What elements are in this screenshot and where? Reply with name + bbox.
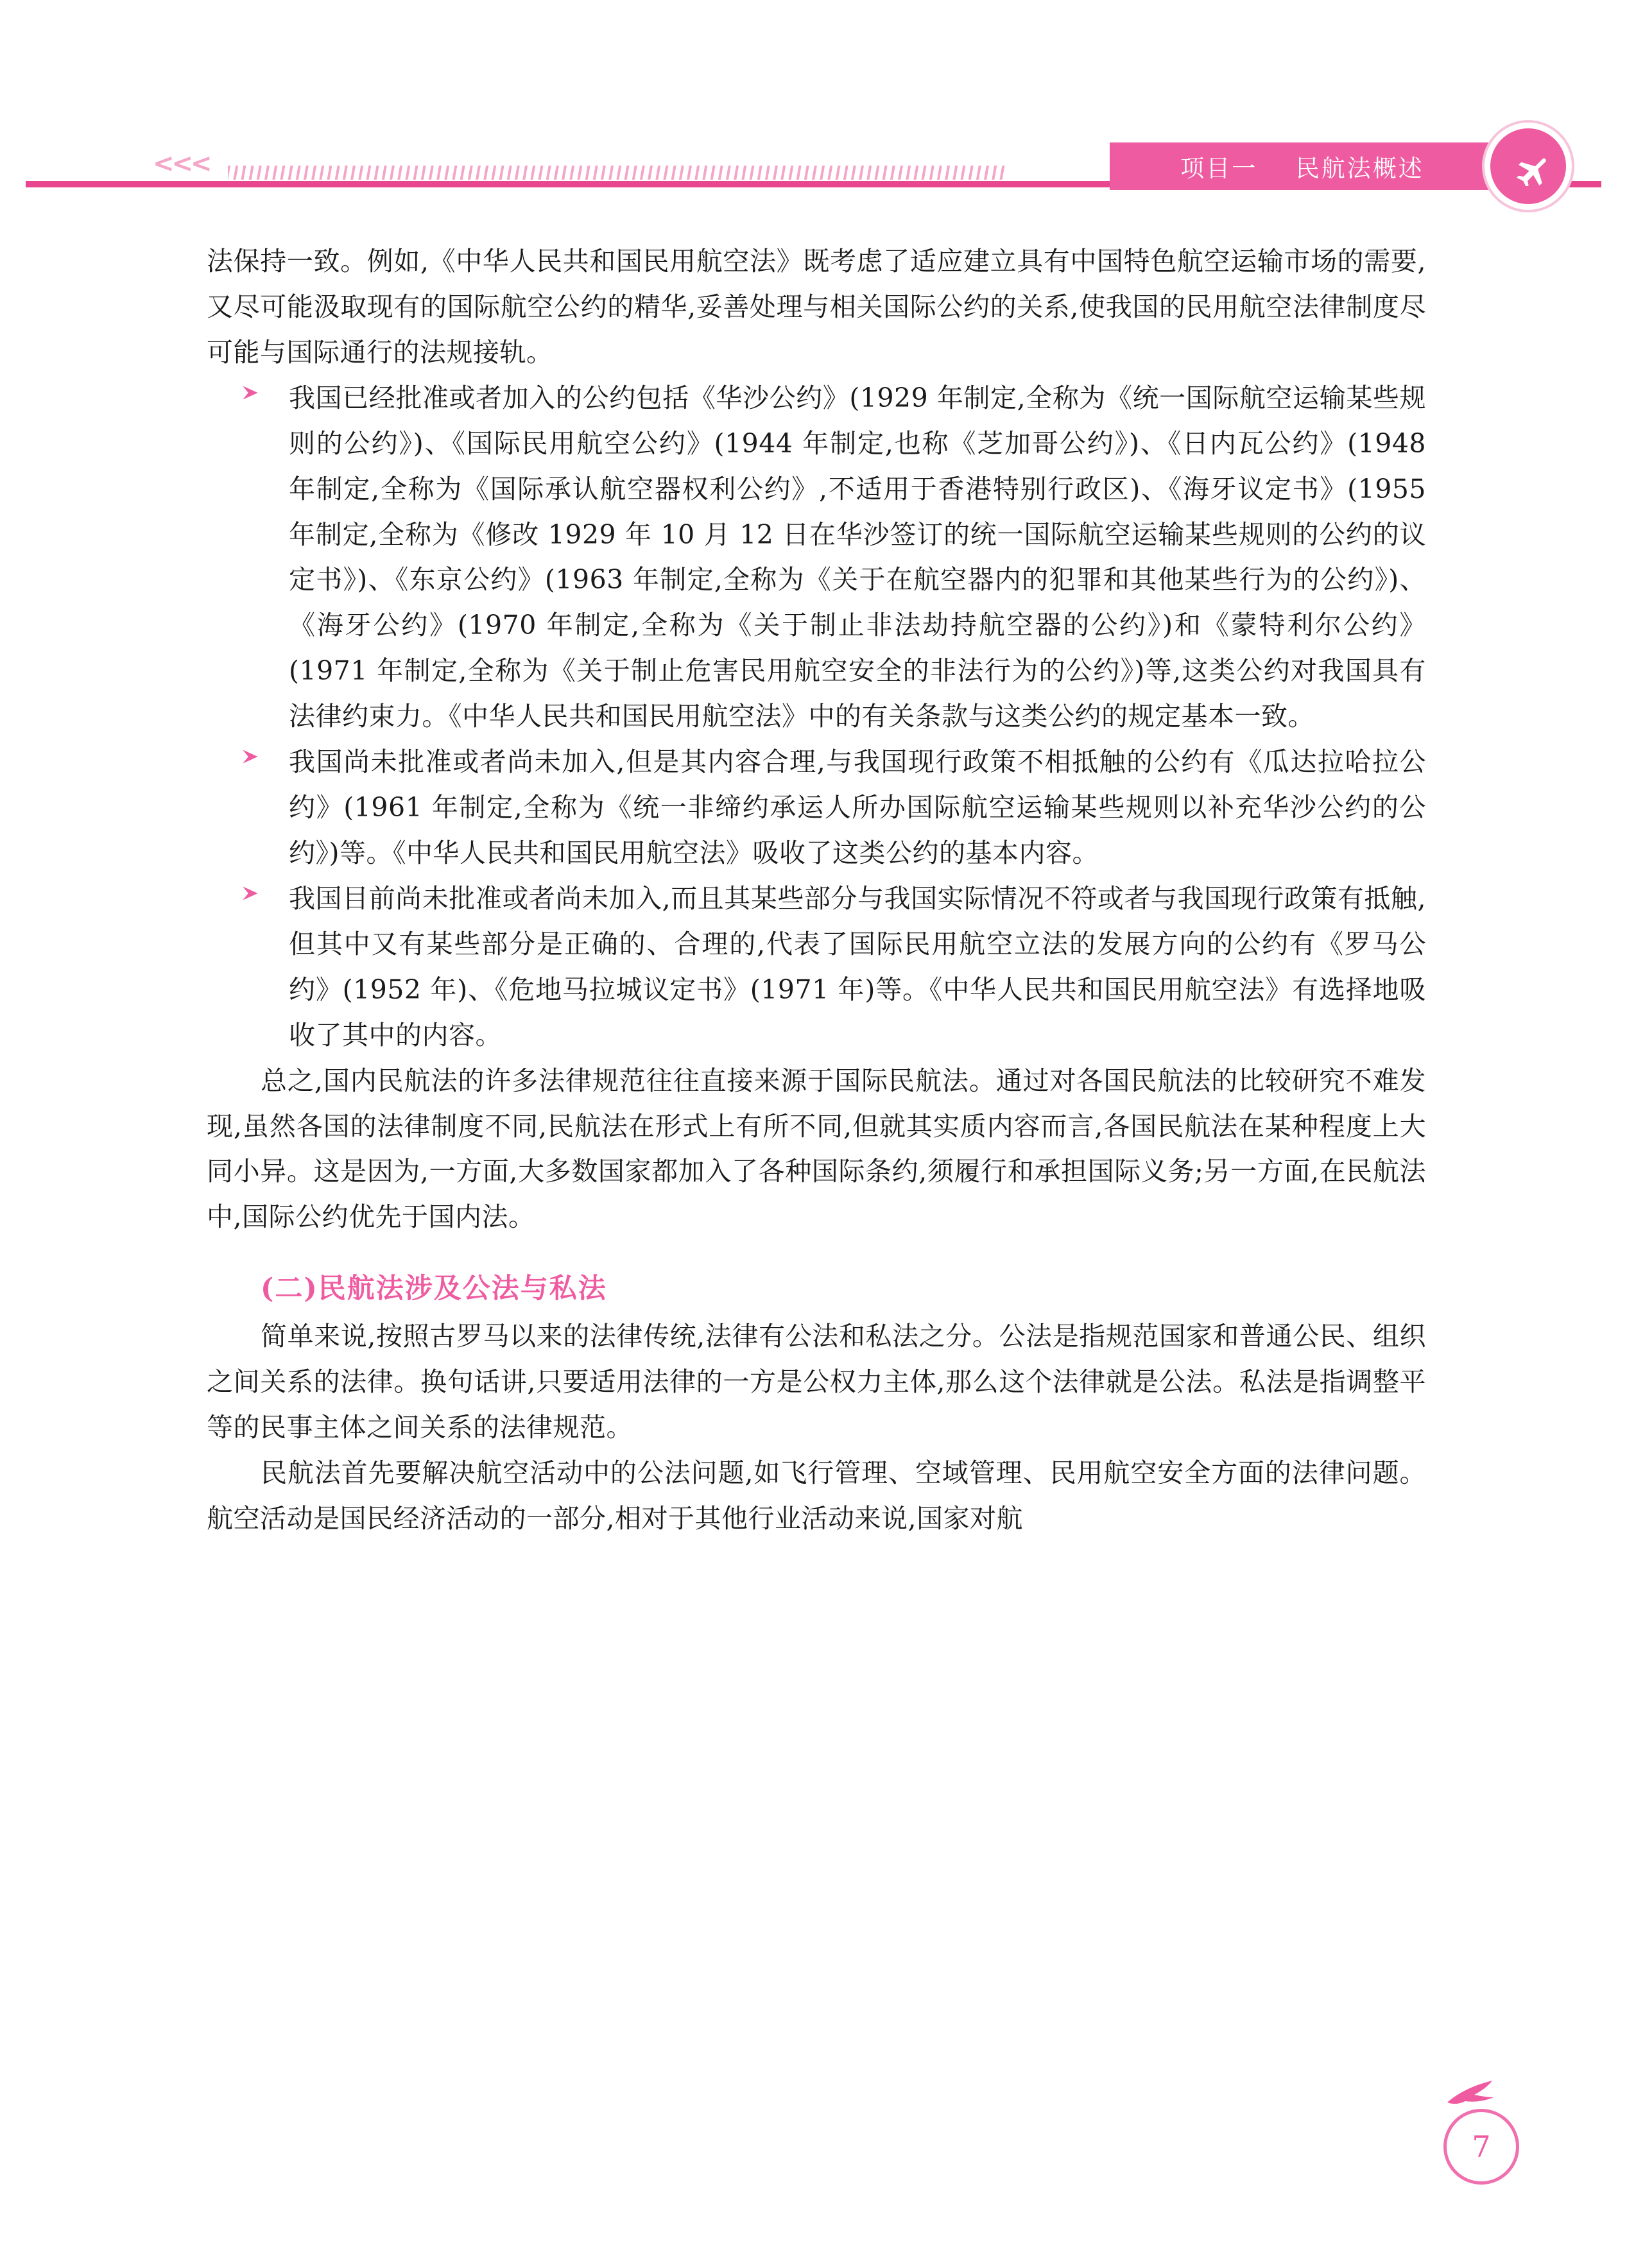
section-paragraph-1: 简单来说,按照古罗马以来的法律传统,法律有公法和私法之分。公法是指规范国家和普通公民、组织之间关系的法律。换句话讲,只要适用法律的一方是公权力主体,那么这个法律就是公法。私法是指调整平等的民事主体之间关系的法律规范。	[207, 1321, 1426, 1443]
list-item-text: 我国目前尚未批准或者尚未加入,而且其某些部分与我国实际情况不符或者与我国现行政策有抵触,但其中又有某些部分是正确的、合理的,代表了国际民用航空立法的发展方向的公约有《罗马公约》(1952 年)、《危地马拉城议定书》(1971 年)等。《中华人民共和国民用航空法》有选择地吸收了其中的内容。	[289, 882, 1426, 1051]
convention-bullet-list	[207, 375, 1426, 1058]
list-item	[207, 375, 1426, 739]
section-paragraph-2: 民航法首先要解决航空活动中的公法问题,如飞行管理、空域管理、民用航空安全方面的法律问题。航空活动是国民经济活动的一部分,相对于其他行业活动来说,国家对航	[207, 1457, 1426, 1534]
list-item-text: 我国已经批准或者加入的公约包括《华沙公约》(1929 年制定,全称为《统一国际航空运输某些规则的公约》)、《国际民用航空公约》(1944 年制定,也称《芝加哥公约》)、《日内瓦公约》(1948 年制定,全称为《国际承认航空器权利公约》,不适用于香港特别行政区)、《海牙议定书》(1955 年制定,全称为《修改 1929 年 10 月 12 日在华沙签订的统一国际航空运输某些规则的公约的议定书》)、《东京公约》(1963 年制定,全称为《关于在航空器内的犯罪和其他某些行为的公约》)、《海牙公约》(1970 年制定,全称为《关于制止非法劫持航空器的公约》)和《蒙特利尔公约》(1971 年制定,全称为《关于制止危害民用航空安全的非法行为的公约》)等,这类公约对我国具有法律约束力。《中华人民共和国民用航空法》中的有关条款与这类公约的规定基本一致。	[289, 382, 1426, 732]
list-item	[207, 876, 1426, 1058]
arrow-bullet-icon	[240, 746, 262, 771]
list-item	[207, 739, 1426, 876]
section-heading: (二)民航法涉及公法与私法	[261, 1273, 607, 1305]
header-chapter-tab-text	[1180, 149, 1424, 184]
arrow-bullet-icon	[240, 882, 262, 908]
summary-paragraph: 总之,国内民航法的许多法律规范往往直接来源于国际民航法。通过对各国民航法的比较研究不难发现,虽然各国的法律制度不同,民航法在形式上有所不同,但就其实质内容而言,各国民航法在某种程度上大同小异。这是因为,一方面,大多数国家都加入了各种国际条约,须履行和承担国际义务;另一方面,在民航法中,国际公约优先于国内法。	[207, 1065, 1426, 1233]
page-content	[207, 239, 1426, 1542]
page-number-badge	[1443, 2109, 1519, 2185]
header-badge	[1490, 128, 1566, 204]
page-header	[0, 0, 1627, 212]
opening-paragraph: 法保持一致。例如,《中华人民共和国民用航空法》既考虑了适应建立具有中国特色航空运输市场的需要,又尽可能汲取现有的国际航空公约的精华,妥善处理与相关国际公约的关系,使我国的民用航空法律制度尽可能与国际通行的法规接轨。	[207, 246, 1426, 368]
header-chapter-title: 民航法概述	[1295, 155, 1424, 182]
arrow-bullet-icon	[240, 382, 262, 408]
header-chapter-tab	[1110, 142, 1495, 190]
header-chapter-number: 项目一	[1180, 155, 1258, 182]
airplane-icon	[1443, 2074, 1505, 2113]
list-item-text: 我国尚未批准或者尚未加入,但是其内容合理,与我国现行政策不相抵触的公约有《瓜达拉哈拉公约》(1961 年制定,全称为《统一非缔约承运人所办国际航空运输某些规则以补充华沙公约的公约》)等。《中华人民共和国民用航空法》吸收了这类公约的基本内容。	[289, 746, 1426, 868]
header-hatch-decoration	[228, 166, 1008, 180]
airplane-icon	[1507, 144, 1549, 189]
page-number: 7	[1472, 2129, 1491, 2164]
header-chevron-decoration: <<<	[153, 149, 210, 178]
page-footer	[1402, 2063, 1531, 2191]
